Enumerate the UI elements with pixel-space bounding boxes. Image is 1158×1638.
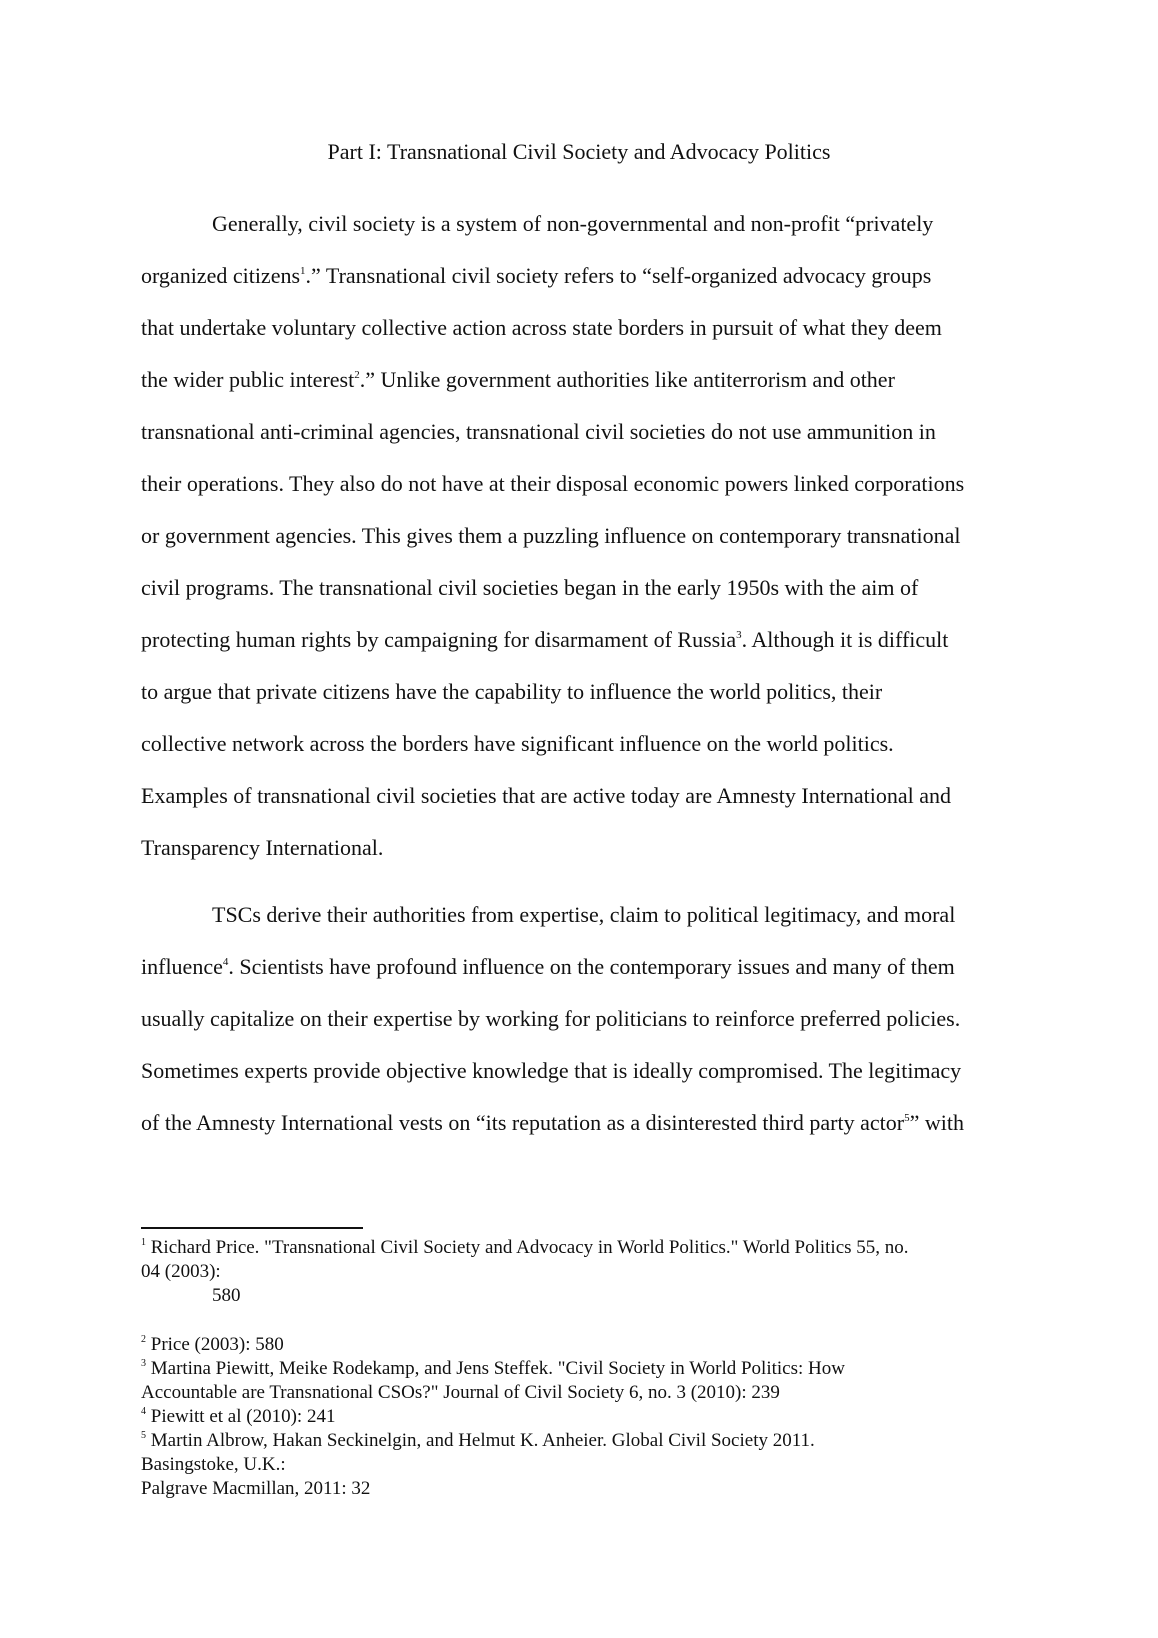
p1-line-4 [141,365,895,395]
footnote-separator [141,1227,363,1229]
footnote-5-line-1 [141,1429,815,1453]
footnote-ref-5[interactable]: 5 [904,1112,910,1124]
footnote-5-text-a: Martin Albrow, Hakan Seckinelgin, and Helmut K. Anheier. Global Civil Society 2011. [146,1430,815,1451]
p1-line-8: civil programs. The transnational civil societies began in the early 1950s with the aim of [141,575,919,600]
footnote-3-line-1 [141,1357,845,1381]
footnote-ref-1[interactable]: 1 [300,265,306,277]
p1-line-9 [141,625,948,655]
footnote-5-line-2: Basingstoke, U.K.: [141,1454,286,1475]
p1-line-1: Generally, civil society is a system of non-governmental and non-profit “privately [212,211,934,236]
footnote-3-number: 3 [141,1358,146,1369]
p1-line-10: to argue that private citizens have the capability to influence the world politics, their [141,679,883,704]
footnote-4-text: Piewitt et al (2010): 241 [146,1406,336,1427]
p2-line-4: Sometimes experts provide objective knowledge that is ideally compromised. The legitimacy [141,1058,962,1083]
p2-line-5-text-b: ” with [909,1110,964,1135]
footnote-2-number: 2 [141,1334,146,1345]
footnote-1-line-1 [141,1236,909,1260]
p1-line-2 [141,261,931,291]
p1-line-13: Transparency International. [141,835,384,860]
footnote-4 [141,1405,335,1429]
footnote-1-line-3: 580 [212,1285,241,1306]
p1-line-9-text-a: protecting human rights by campaigning for disarmament of Russia [141,627,737,652]
section-heading: Part I: Transnational Civil Society and Advocacy Politics [327,139,831,164]
p1-line-4-text-b: .” Unlike government authorities like antiterrorism and other [359,367,895,392]
p2-line-5-text-a: of the Amnesty International vests on “its reputation as a disinterested third party actor [141,1110,905,1135]
p1-line-2-text-a: organized citizens [141,263,301,288]
footnote-2 [141,1333,284,1357]
p2-line-2-text-b: . Scientists have profound influence on the contemporary issues and many of them [228,954,955,979]
p1-line-6: their operations. They also do not have at their disposal economic powers linked corporations [141,471,965,496]
p1-line-5: transnational anti-criminal agencies, transnational civil societies do not use ammunition in [141,419,936,444]
p2-line-5 [141,1108,964,1138]
footnote-2-text: Price (2003): 580 [146,1334,284,1355]
footnote-5-number: 5 [141,1430,146,1441]
p1-line-12: Examples of transnational civil societies that are active today are Amnesty International and [141,783,952,808]
footnote-ref-4[interactable]: 4 [222,956,229,968]
p1-line-7: or government agencies. This gives them a puzzling influence on contemporary transnational [141,523,961,548]
footnote-3-text-a: Martina Piewitt, Meike Rodekamp, and Jens Steffek. "Civil Society in World Politics: How [146,1358,845,1379]
footnote-1-number: 1 [141,1237,146,1248]
footnote-ref-3[interactable]: 3 [736,629,742,641]
p1-line-3: that undertake voluntary collective action across state borders in pursuit of what they deem [141,315,942,340]
footnote-5-line-3: Palgrave Macmillan, 2011: 32 [141,1478,371,1499]
footnote-4-number: 4 [141,1406,146,1417]
p1-line-2-text-b: .” Transnational civil society refers to “self-organized advocacy groups [305,263,932,288]
p2-line-3: usually capitalize on their expertise by working for politicians to reinforce preferred policies. [141,1006,961,1031]
p1-line-4-text-a: the wider public interest [141,367,355,392]
footnote-3-line-2: Accountable are Transnational CSOs?" Journal of Civil Society 6, no. 3 (2010): 239 [141,1382,780,1403]
footnote-ref-2[interactable]: 2 [354,369,360,381]
p2-line-2 [141,952,955,982]
p1-line-11: collective network across the borders have significant influence on the world politics. [141,731,894,756]
footnote-1-text-a: Richard Price. "Transnational Civil Society and Advocacy in World Politics." World Politics 55, no. [146,1237,909,1258]
footnote-1-line-2: 04 (2003): [141,1261,221,1282]
p2-line-2-text-a: influence [141,954,223,979]
p2-line-1: TSCs derive their authorities from expertise, claim to political legitimacy, and moral [212,902,956,927]
p1-line-9-text-b: . Although it is difficult [741,627,949,652]
